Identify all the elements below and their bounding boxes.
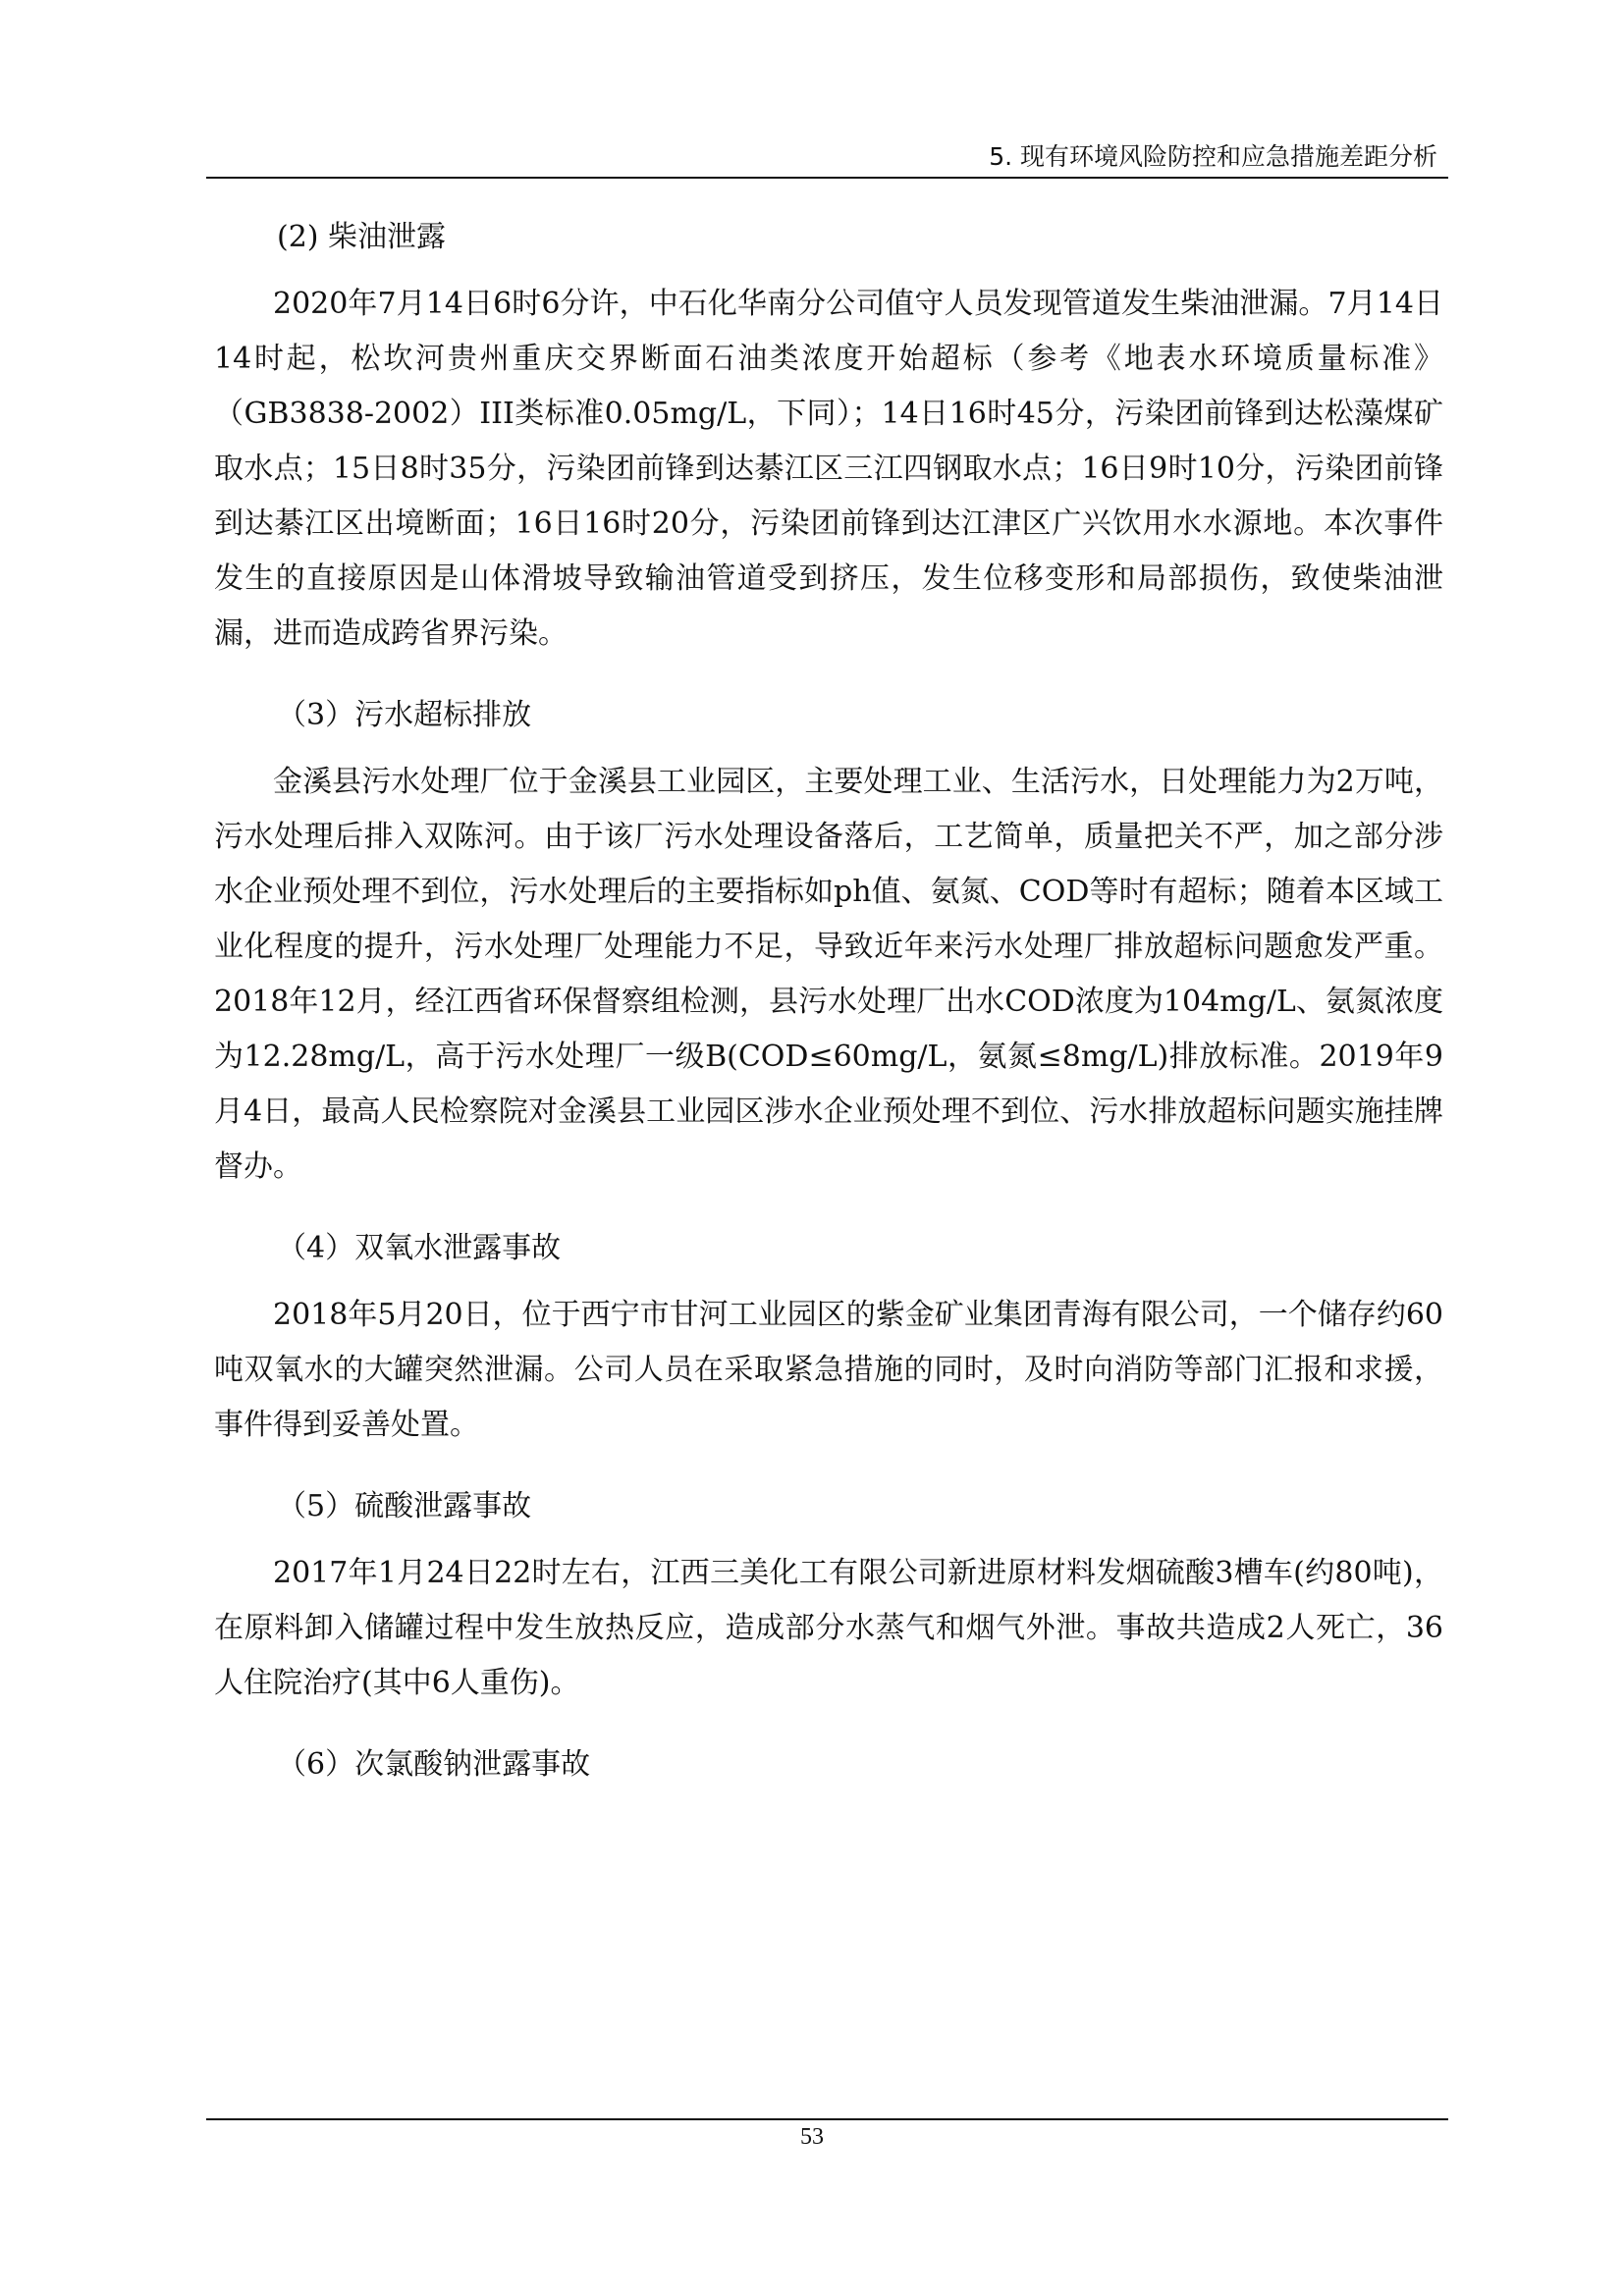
- section-heading: （4）双氧水泄露事故: [277, 1231, 562, 1265]
- running-header-title: 5. 现有环境风险防控和应急措施差距分析: [989, 142, 1437, 171]
- section-heading: （6）次氯酸钠泄露事故: [277, 1747, 591, 1782]
- paragraph: 2020年7月14日6时6分许，中石化华南分公司值守人员发现管道发生柴油泄漏。7月14日14时起，松坎河贵州重庆交界断面石油类浓度开始超标（参考《地表水环境质量标准》（GB3838-2002）III类标准0.05mg/L，下同）；14日16时45分，污染团前锋到达松藻煤矿取水点；15日8时35分，污染团前锋到达綦江区三江四钢取水点；16日9时10分，污染团前锋到达綦江区出境断面；16日16时20分，污染团前锋到达江津区广兴饮用水水源地。本次事件发生的直接原因是山体滑坡导致输油管道受到挤压，发生位移变形和局部损伤，致使柴油泄漏，进而造成跨省界污染。: [214, 287, 1443, 651]
- section-sodium-hypochlorite-leak: [214, 1737, 1443, 1792]
- section-diesel-leak: [214, 210, 1443, 662]
- page-body: [214, 210, 1443, 1804]
- section-sulfuric-acid-leak: [214, 1479, 1443, 1711]
- paragraph: 2017年1月24日22时左右，江西三美化工有限公司新进原材料发烟硫酸3槽车(约80吨)，在原料卸入储罐过程中发生放热反应，造成部分水蒸气和烟气外泄。事故共造成2人死亡，36人住院治疗(其中6人重伤)。: [214, 1556, 1443, 1700]
- section-heading: （3）污水超标排放: [277, 698, 532, 732]
- paragraph: 2018年5月20日，位于西宁市甘河工业园区的紫金矿业集团青海有限公司，一个储存约60吨双氧水的大罐突然泄漏。公司人员在采取紧急措施的同时，及时向消防等部门汇报和求援，事件得到妥善处置。: [214, 1298, 1443, 1442]
- section-hydrogen-peroxide-leak: [214, 1221, 1443, 1453]
- page-number: 53: [800, 2124, 824, 2150]
- footer-rule: [206, 2118, 1448, 2120]
- header-rule: [206, 177, 1448, 179]
- paragraph: 金溪县污水处理厂位于金溪县工业园区，主要处理工业、生活污水，日处理能力为2万吨，污水处理后排入双陈河。由于该厂污水处理设备落后，工艺简单，质量把关不严，加之部分涉水企业预处理不到位，污水处理后的主要指标如ph值、氨氮、COD等时有超标；随着本区域工业化程度的提升，污水处理厂处理能力不足，导致近年来污水处理厂排放超标问题愈发严重。2018年12月，经江西省环保督察组检测，县污水处理厂出水COD浓度为104mg/L、氨氮浓度为12.28mg/L，高于污水处理厂一级B(COD≤60mg/L，氨氮≤8mg/L)排放标准。2019年9月4日，最高人民检察院对金溪县工业园区涉水企业预处理不到位、污水排放超标问题实施挂牌督办。: [214, 765, 1443, 1184]
- section-sewage-overdischarge: [214, 688, 1443, 1195]
- section-heading: (2) 柴油泄露: [277, 220, 447, 254]
- section-heading: （5）硫酸泄露事故: [277, 1489, 532, 1523]
